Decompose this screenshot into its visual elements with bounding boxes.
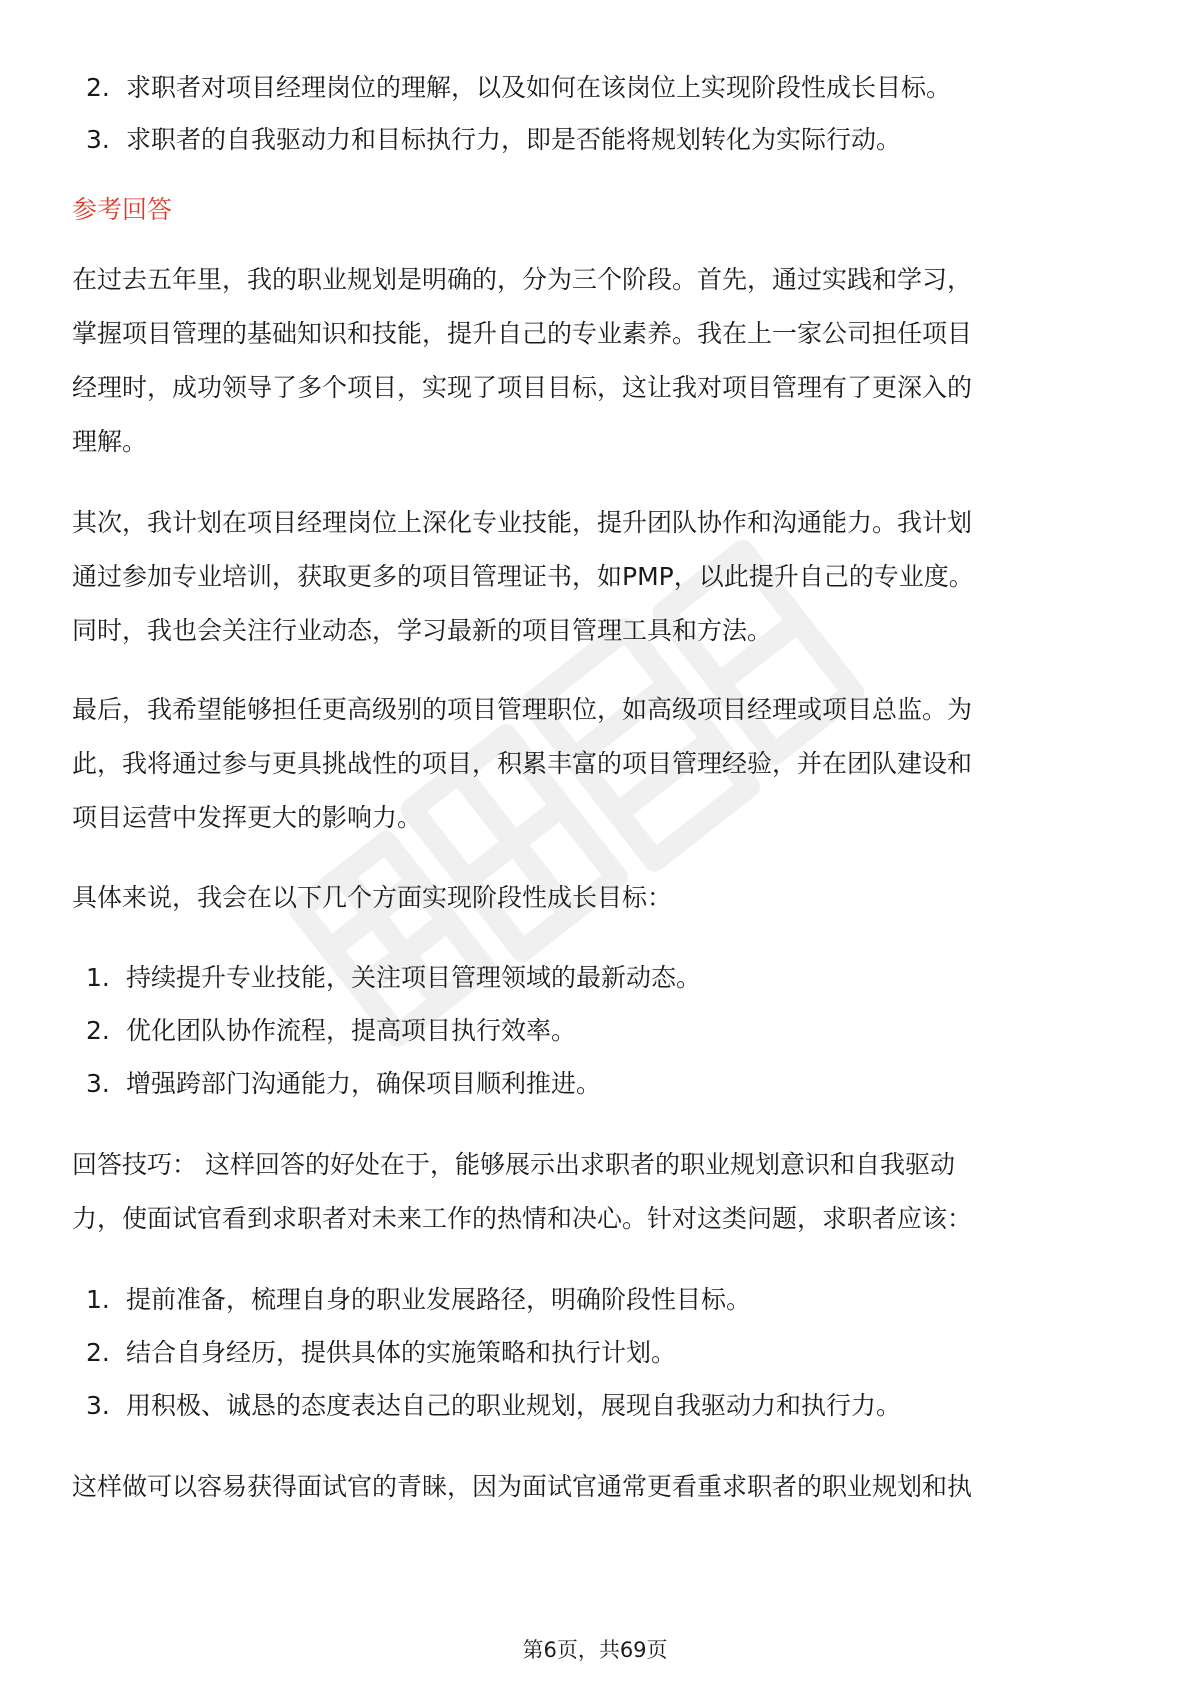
list-number: 2. [86,73,110,102]
paragraph-line: 这样做可以容易获得面试官的青睐，因为面试官通常更看重求职者的职业规划和执 [72,1472,973,1501]
list-number: 3. [86,125,110,154]
paragraph-line: 通过参加专业培训，获取更多的项目管理证书，如PMP，以此提升自己的专业度。 [72,562,974,591]
list-number: 3. [86,1391,110,1420]
section-heading: 参考回答 [72,195,173,224]
paragraph-line: 同时，我也会关注行业动态，学习最新的项目管理工具和方法。 [72,616,773,645]
list-text: 求职者对项目经理岗位的理解，以及如何在该岗位上实现阶段性成长目标。 [126,73,952,102]
list-text: 优化团队协作流程，提高项目执行效率。 [126,1016,577,1045]
list-number: 1. [86,1285,110,1314]
list-number: 2. [86,1016,110,1045]
list-item [86,1337,676,1369]
list-text: 用积极、诚恳的态度表达自己的职业规划，展现自我驱动力和执行力。 [126,1391,902,1420]
list-text: 增强跨部门沟通能力，确保项目顺利推进。 [126,1069,602,1098]
paragraph-line: 经理时，成功领导了多个项目，实现了项目目标，这让我对项目管理有了更深入的 [72,373,973,402]
paragraph-line: 最后，我希望能够担任更高级别的项目管理职位，如高级项目经理或项目总监。为 [72,695,973,724]
paragraph-line: 具体来说，我会在以下几个方面实现阶段性成长目标： [72,883,673,912]
paragraph-line: 此，我将通过参与更具挑战性的项目，积累丰富的项目管理经验，并在团队建设和 [72,749,973,778]
list-number: 1. [86,963,110,992]
list-text: 结合自身经历，提供具体的实施策略和执行计划。 [126,1338,677,1367]
paragraph-line: 其次，我计划在项目经理岗位上深化专业技能，提升团队协作和沟通能力。我计划 [72,508,973,537]
list-item [86,1390,901,1422]
document-page [72,0,1122,1684]
list-number: 3. [86,1069,110,1098]
list-text: 持续提升专业技能，关注项目管理领域的最新动态。 [126,963,702,992]
list-item [86,1284,751,1316]
list-item [86,1068,601,1100]
page-number: 第6页，共69页 [522,1638,668,1662]
paragraph-line: 在过去五年里，我的职业规划是明确的，分为三个阶段。首先，通过实践和学习， [72,265,973,294]
list-text: 求职者的自我驱动力和目标执行力，即是否能将规划转化为实际行动。 [126,125,902,154]
list-item [86,72,951,104]
list-item [86,124,901,156]
paragraph-line: 力，使面试官看到求职者对未来工作的热情和决心。针对这类问题，求职者应该： [72,1204,973,1233]
list-item [86,1015,576,1047]
paragraph-line: 回答技巧： 这样回答的好处在于，能够展示出求职者的职业规划意识和自我驱动 [72,1150,955,1179]
list-item [86,962,701,994]
paragraph-line: 掌握项目管理的基础知识和技能，提升自己的专业素养。我在上一家公司担任项目 [72,319,973,348]
list-number: 2. [86,1338,110,1367]
list-text: 提前准备，梳理自身的职业发展路径，明确阶段性目标。 [126,1285,752,1314]
paragraph-line: 项目运营中发挥更大的影响力。 [72,803,423,832]
paragraph-line: 理解。 [72,427,148,456]
